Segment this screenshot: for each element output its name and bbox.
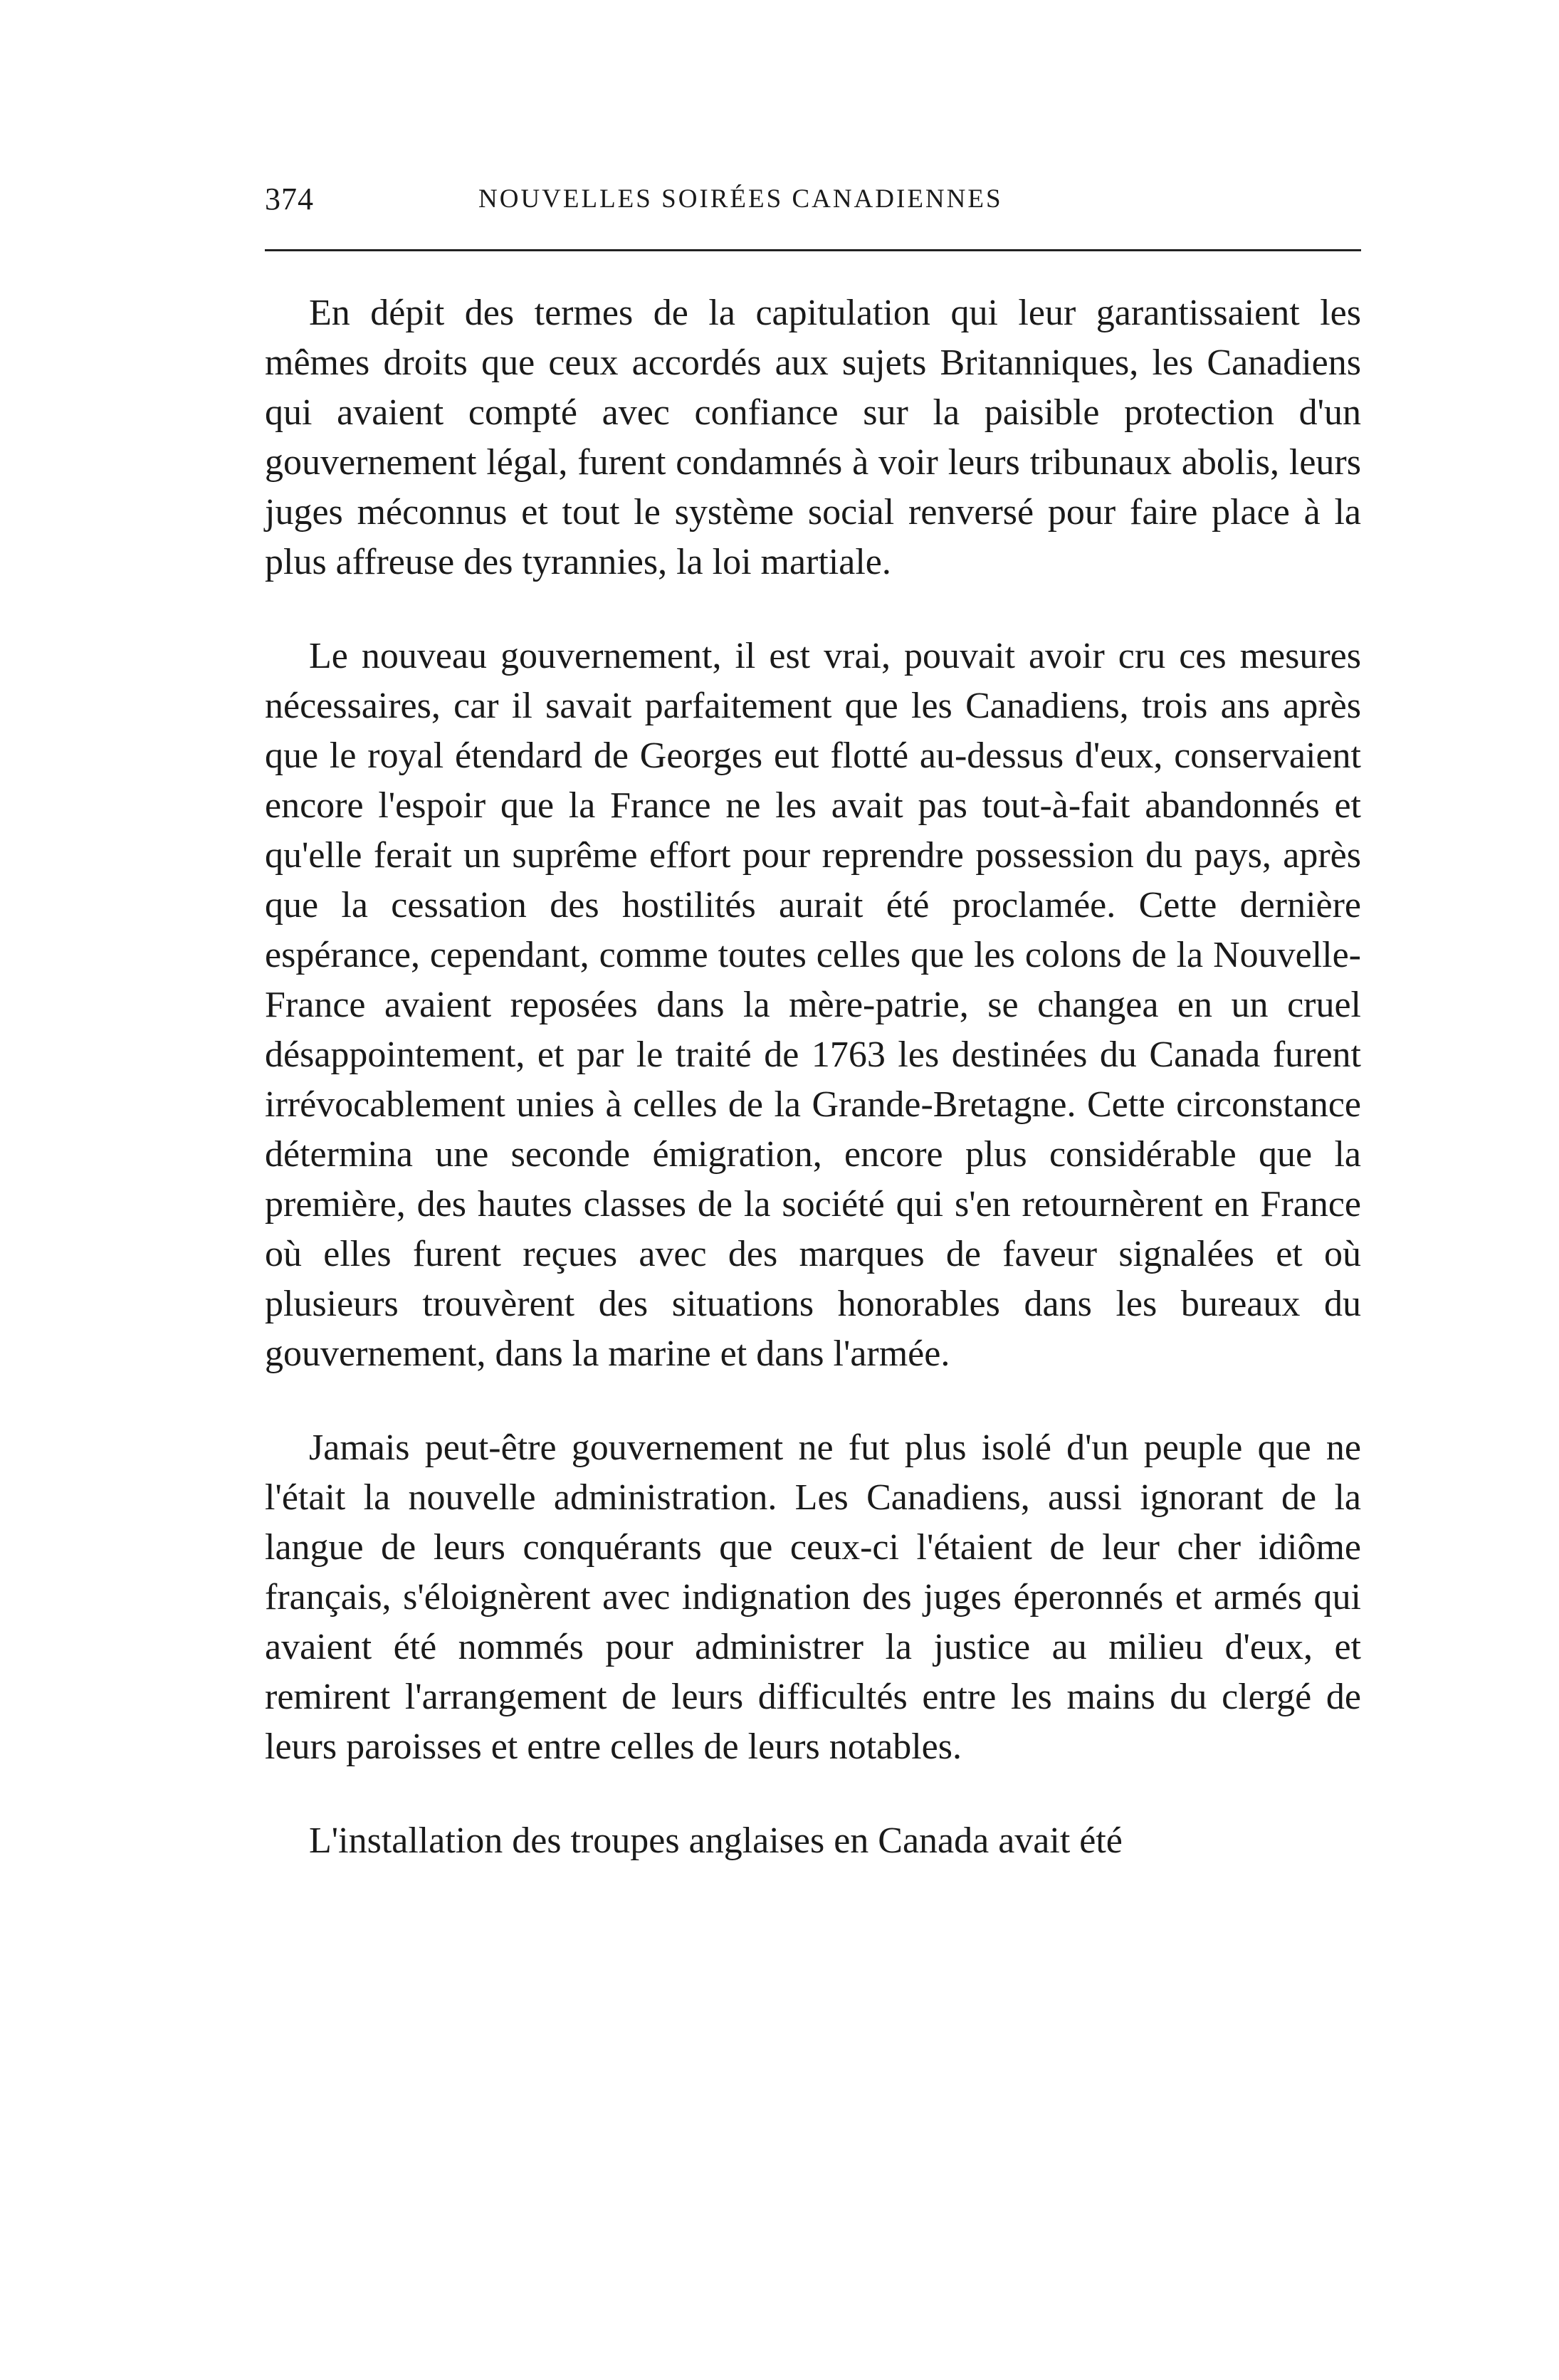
running-head bbox=[265, 174, 1361, 224]
header-rule bbox=[265, 249, 1361, 251]
paragraph-1: En dépit des termes de la capitulation qui leur garantissaient les mêmes droits que ceux accordés aux sujets Britanniques, les Canadiens qui avaient compté avec confiance sur la paisible protection d'un gouvernement légal, furent condamnés à voir leurs tribunaux abolis, leurs juges méconnus et tout le système social renversé pour faire place à la plus affreuse des tyrannies, la loi martiale. bbox=[265, 293, 1361, 582]
body-text bbox=[265, 288, 1361, 1866]
book-page bbox=[265, 0, 1361, 2380]
paragraph-3: Jamais peut-être gouvernement ne fut plus isolé d'un peuple que ne l'était la nouvelle administration. Les Canadiens, aussi ignorant de la langue de leurs conquérants que ceux-ci l'étaient de leur cher idiôme français, s'éloignèrent avec indignation des juges éperonnés et armés qui avaient été nommés pour administrer la justice au milieu d'eux, et remirent l'arrangement de leurs difficultés entre les mains du clergé de leurs paroisses et entre celles de leurs notables. bbox=[265, 1427, 1361, 1767]
paragraph-2: Le nouveau gouvernement, il est vrai, pouvait avoir cru ces mesures nécessaires, car il savait parfaitement que les Canadiens, trois ans après que le royal étendard de Georges eut flotté au-dessus d'eux, conservaient encore l'espoir que la France ne les avait pas tout-à-fait abandonnés et qu'elle ferait un suprême effort pour reprendre possession du pays, après que la cessation des hostilités aurait été proclamée. Cette dernière espérance, cependant, comme toutes celles que les colons de la Nouvelle-France avaient reposées dans la mère-patrie, se changea en un cruel désappointement, et par le traité de 1763 les destinées du Canada furent irrévocablement unies à celles de la Grande-Bretagne. Cette circonstance détermina une seconde émigration, encore plus considérable que la première, des hautes classes de la société qui s'en retournèrent en France où elles furent reçues avec des marques de faveur signalées et où plusieurs trouvèrent des situations honorables dans les bureaux du gouvernement, dans la marine et dans l'armée. bbox=[265, 636, 1361, 1374]
running-title: NOUVELLES SOIRÉES CANADIENNES bbox=[478, 184, 1003, 214]
paragraph-4: L'installation des troupes anglaises en Canada avait été bbox=[309, 1820, 1123, 1861]
page-number: 374 bbox=[265, 182, 314, 216]
